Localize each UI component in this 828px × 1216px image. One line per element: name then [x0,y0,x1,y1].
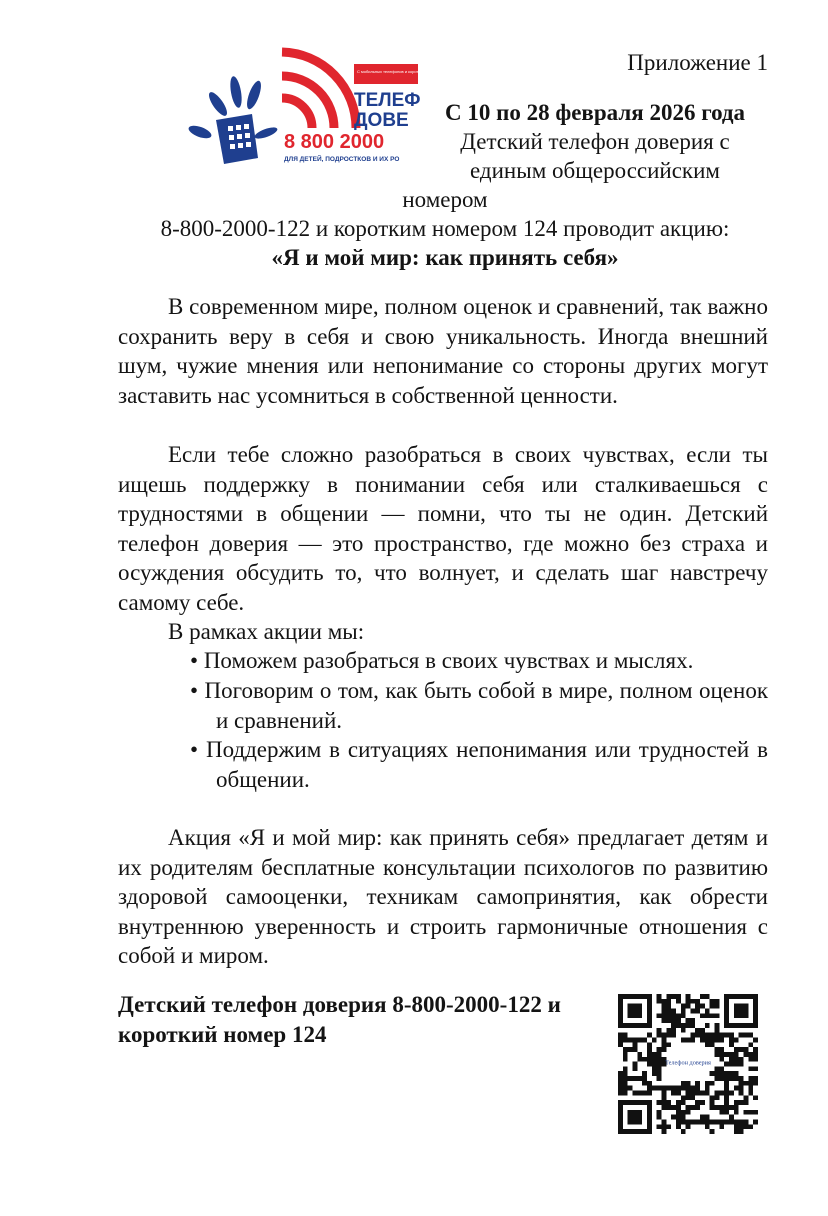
contact-line: короткий номер 124 [118,1022,327,1047]
logo-tagline: ДЛЯ ДЕТЕЙ, ПОДРОСТКОВ И ИХ РО [284,156,400,163]
list-item: • Поддержим в ситуациях непонимания или трудностей в общении. [190,737,768,792]
logo-title-line2: ДОВЕ [354,110,409,131]
signal-arcs-icon [282,52,356,128]
appendix-label: Приложение 1 [627,50,768,75]
list-item: • Поговорим о том, как быть собой в мире, полном оценок и сравнений. [190,678,768,733]
paragraph-text: Акция «Я и мой мир: как принять себя» предлагает детям и их родителям бесплатные консультации психологов по развитию здоровой самооценки, техникам самопринятия, как обрести внутреннюю уверенность и строить гармоничные отношения с собой и миром. [118,825,768,968]
bullet-icon: • [190,678,205,703]
paragraph-intro [118,292,768,410]
header-line: Детский телефон доверия с [460,129,730,154]
helpline-logo [186,40,438,174]
campaign-title: «Я и мой мир: как принять себя» [271,245,619,270]
logo-banner-text: С мобильных телефонов и короткий номер [357,69,438,74]
logo-banner [354,64,418,84]
list-item: • Поможем разобраться в своих чувствах и мыслях. [190,648,694,673]
contact-line: Детский телефон доверия 8-800-2000-122 и [118,992,561,1017]
paragraph-text: Если тебе сложно разобраться в своих чувствах, если ты ищешь поддержку в понимании себя или сталкиваешься с трудностями в общении — помни, что ты не один. Детский телефон доверия — это пространство, где можно без страха и осуждения обсудить то, что волнует, и сделать шаг навстречу самому себе. [118,442,768,615]
campaign-dates: С 10 по 28 февраля 2026 года [444,100,746,125]
logo-number: 8 800 2000 [284,131,385,153]
logo-title-line1: ТЕЛЕФ [354,90,421,111]
paragraph-offer [118,823,768,971]
header-line: номером [402,187,488,212]
qr-center-logo-text: Телефон доверия [665,1059,711,1067]
contact-info [118,990,618,1050]
keypad-icon [228,124,251,149]
header-line: единым общероссийским [470,158,720,183]
list-intro: В рамках акции мы: [168,619,365,644]
hand-icon [187,75,279,164]
bullet-icon: • [190,737,206,762]
paragraph-text: В современном мире, полном оценок и сравнений, так важно сохранить веру в себя и свою уникальность. Иногда внешний шум, чужие мнения или непонимание со стороны других могут заставить нас усомниться в собственной ценности. [118,294,768,408]
paragraph-support [118,440,768,617]
header-block [420,98,770,185]
qr-code[interactable] [618,994,758,1134]
header-line: 8-800-2000-122 и коротким номером 124 проводит акцию: [160,216,730,241]
bullet-icon: • [190,648,199,673]
